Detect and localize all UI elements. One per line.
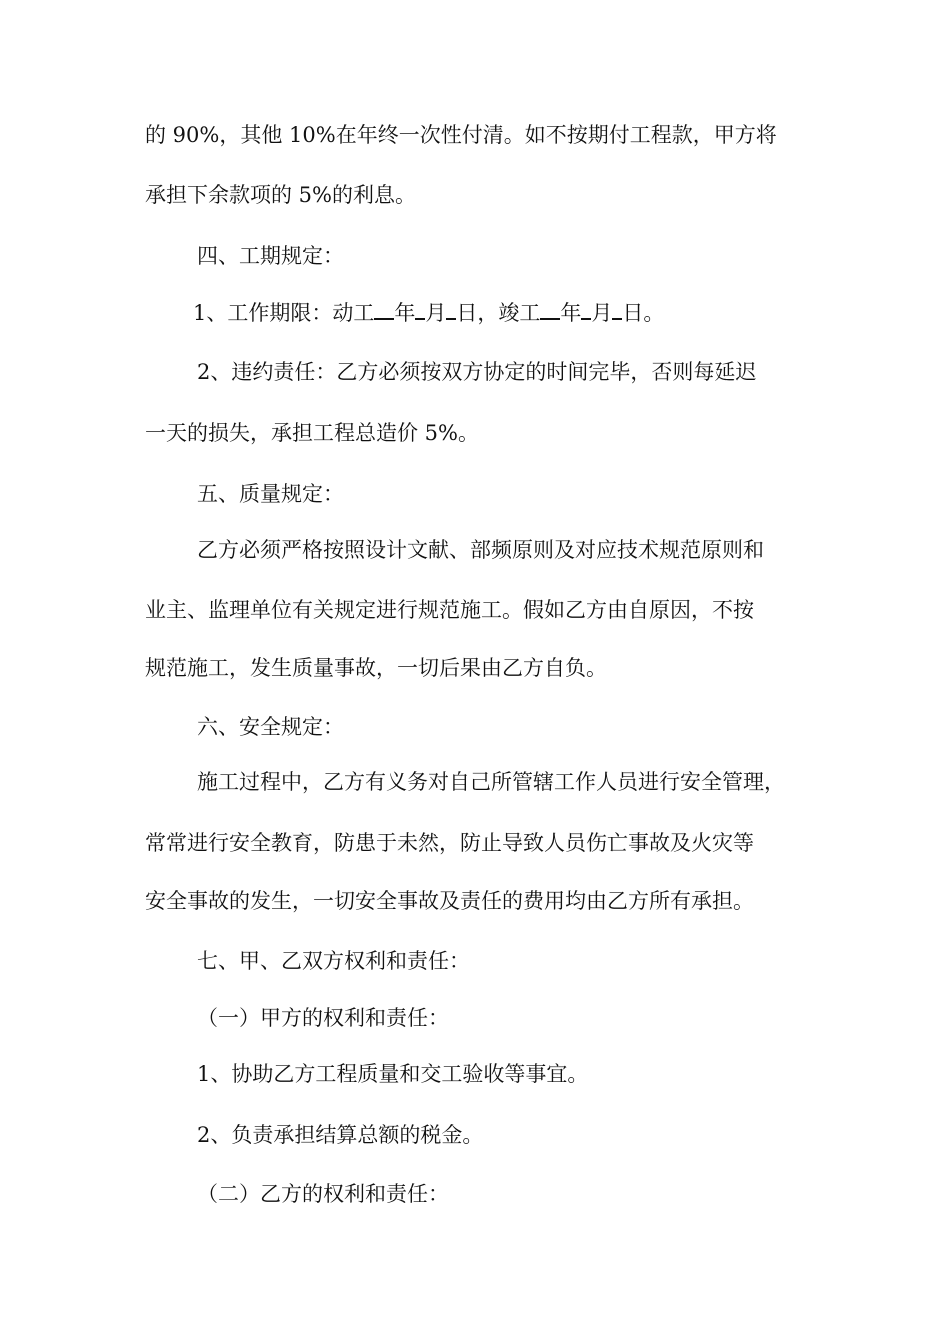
section-heading: 五、质量规定： [197,482,344,506]
day-label: 日，竣工 [456,301,541,325]
paragraph-line: 的 90%，其他 10%在年终一次性付清。如不按期付工程款，甲方将 [145,123,777,147]
paragraph-line: 一天的损失，承担工程总造价 5%。 [145,421,479,445]
paragraph-line: 乙方必须严格按照设计文献、部频原则及对应技术规范原则和 [197,538,764,562]
month-label: 月 [425,301,447,325]
work-period-line [193,298,950,327]
work-period-prefix: 1、工作期限：动工 [193,301,375,325]
paragraph-line: 业主、监理单位有关规定进行规范施工。假如乙方由自原因，不按 [145,598,754,622]
section-heading: 四、工期规定： [197,244,344,268]
paragraph-line: 规范施工，发生质量事故，一切后果由乙方自负。 [145,656,607,680]
paragraph-line: 施工过程中，乙方有义务对自己所管辖工作人员进行安全管理， [197,770,785,794]
paragraph-line: 2、违约责任：乙方必须按双方协定的时间完毕，否则每延迟 [197,360,757,384]
year-label: 年 [394,301,416,325]
paragraph-line: 常常进行安全教育，防患于未然，防止导致人员伤亡事故及火灾等 [145,831,754,855]
blank-year-end [540,298,560,320]
list-item: 1、协助乙方工程质量和交工验收等事宜。 [197,1062,589,1086]
paragraph-line: 安全事故的发生，一切安全事故及责任的费用均由乙方所有承担。 [145,889,754,913]
blank-day-end [612,298,622,320]
paragraph-line: 承担下余款项的 5%的利息。 [145,183,416,207]
blank-month-end [581,298,591,320]
section-heading: 七、甲、乙双方权利和责任： [197,949,470,973]
subsection-heading: （一）甲方的权利和责任： [197,1006,449,1030]
blank-month-start [415,298,425,320]
year-label: 年 [560,301,582,325]
section-heading: 六、安全规定： [197,715,344,739]
subsection-heading: （二）乙方的权利和责任： [197,1182,449,1206]
day-label: 日。 [622,301,665,325]
list-item: 2、负责承担结算总额的税金。 [197,1123,484,1147]
blank-day-start [446,298,456,320]
blank-year-start [374,298,394,320]
month-label: 月 [591,301,613,325]
